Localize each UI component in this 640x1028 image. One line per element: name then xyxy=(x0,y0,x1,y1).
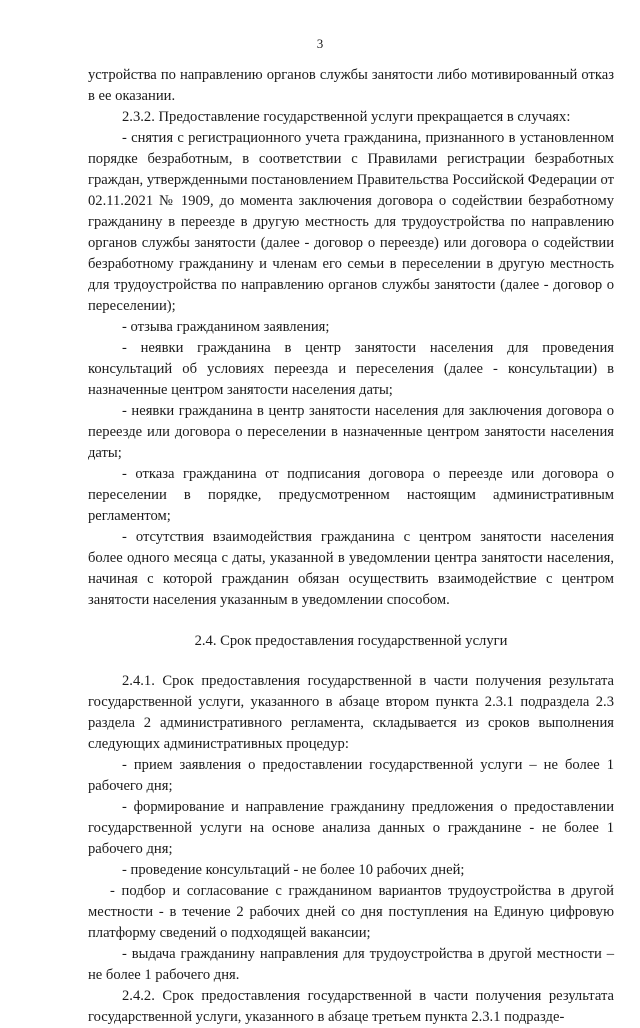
paragraph: - подбор и согласование с гражданином вариантов трудоустройства в другой местности - в течение 2 рабочих дней со дня поступления на Единую цифровую платформу сведений о подходящей вакансии; xyxy=(88,883,614,941)
clauses-2-4 xyxy=(88,671,614,1028)
section-heading: 2.4. Срок предоставления государственной услуги xyxy=(194,633,508,649)
paragraph: - выдача гражданину направления для трудоустройства в другой местности – не более 1 рабочего дня. xyxy=(88,946,614,983)
paragraph: устройства по направлению органов службы занятости либо мотивированный отказ в ее оказании. xyxy=(88,67,614,104)
page-number: 3 xyxy=(316,36,324,51)
paragraph: - неявки гражданина в центр занятости населения для проведения консультаций об условиях переезда и переселения (далее - консультации) в назначенные центром занятости населения даты; xyxy=(88,340,614,398)
paragraph: - формирование и направление гражданину предложения о предоставлении государственной услуги на основе анализа данных о гражданине - не более 1 рабочего дня; xyxy=(88,799,614,857)
paragraph: 2.3.2. Предоставление государственной услуги прекращается в случаях: xyxy=(122,109,571,125)
paragraph: - снятия с регистрационного учета гражданина, признанного в установленном порядке безработным, в соответствии с Правилами регистрации безработных граждан, утвержденными постановлением Правительства Российской Федерации от 02.11.2021 № 1909, до момента заключения договора о содействии безработному гражданину в переезде в другую местность для трудоустройства по направлению органов службы занятости (далее - договор о переезде) или договора о содействии безработному гражданину и членам его семьи в переселении в другую местность для трудоустройства по направлению органов службы занятости (далее - договор о переселении); xyxy=(88,130,614,314)
clauses-2-3-2 xyxy=(88,65,614,611)
paragraph: - неявки гражданина в центр занятости населения для заключения договора о переезде или договора о переселении в назначенные центром занятости населения даты; xyxy=(88,403,614,461)
paragraph: - прием заявления о предоставлении государственной услуги – не более 1 рабочего дня; xyxy=(88,757,614,794)
paragraph: - проведение консультаций - не более 10 рабочих дней; xyxy=(122,862,465,878)
document-body xyxy=(88,65,614,1028)
paragraph: 2.4.1. Срок предоставления государственной в части получения результата государственной услуги, указанного в абзаце втором пункта 2.3.1 подраздела 2.3 раздела 2 административного регламента, складывается из сроков выполнения следующих административных процедур: xyxy=(88,673,614,752)
paragraph: - отсутствия взаимодействия гражданина с центром занятости населения более одного месяца с даты, указанной в уведомлении центра занятости населения, начиная с которой гражданин обязан осуществить взаимодействие с центром занятости населения указанным в уведомлении способом. xyxy=(88,529,614,608)
paragraph: 2.4.2. Срок предоставления государственной в части получения результата государственной услуги, указанного в абзаце третьем пункта 2.3.1 подразде- xyxy=(88,988,614,1025)
paragraph: - отказа гражданина от подписания договора о переезде или договора о переселении в порядке, предусмотренном настоящим административным регламентом; xyxy=(88,466,614,524)
paragraph: - отзыва гражданином заявления; xyxy=(122,319,330,335)
